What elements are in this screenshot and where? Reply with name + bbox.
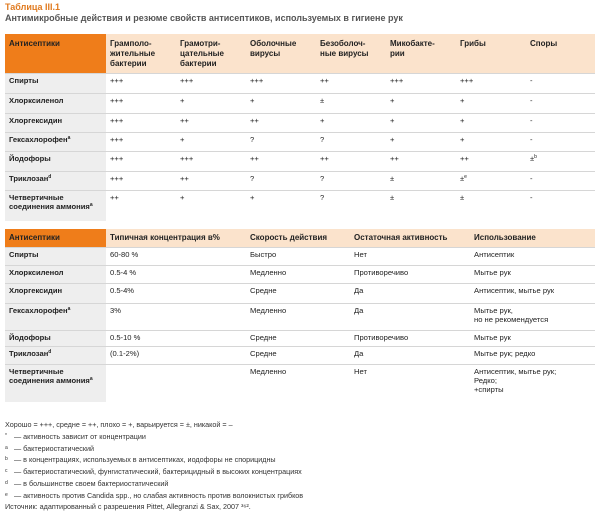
table2-header-row (5, 229, 595, 247)
activity-cell (316, 113, 386, 132)
activity-value: + (250, 95, 255, 105)
activity-value: +++ (250, 75, 264, 85)
footnote-marker: a (89, 201, 93, 208)
activity-cell (456, 73, 526, 93)
antiseptic-name: Хлорксиленол (5, 93, 106, 113)
property-cell: Медленно (246, 364, 350, 402)
activity-cell (526, 73, 595, 93)
property-cell: Антисептик (470, 247, 595, 265)
activity-cell (526, 171, 595, 190)
activity-value: ? (320, 192, 325, 202)
activity-value: + (180, 134, 185, 144)
footnote-text: — в большинстве своем бактериостатический (14, 478, 169, 488)
activity-cell (386, 73, 456, 93)
footnote-label: a (5, 444, 8, 451)
table2-row (5, 303, 595, 330)
footnote-marker: a (89, 375, 93, 382)
activity-value: +++ (110, 153, 124, 163)
activity-cell (386, 190, 456, 221)
activity-value: - (530, 192, 533, 202)
activity-cell (316, 171, 386, 190)
property-cell: Антисептик, мытье рук; Редко; +спирты (470, 364, 595, 402)
activity-cell (176, 132, 246, 151)
footnote-label: * (5, 432, 7, 439)
activity-value: ? (320, 173, 325, 183)
antiseptic-name: Йодофоры (5, 330, 106, 346)
table1-header-antiseptics: Антисептики (5, 34, 106, 73)
footnote-label: b (5, 456, 8, 463)
activity-value: - (530, 115, 533, 125)
activity-cell (106, 113, 176, 132)
activity-cell (176, 73, 246, 93)
footnote-line (5, 443, 303, 455)
table1-row (5, 132, 595, 151)
antiseptic-name: Спирты (5, 73, 106, 93)
activity-cell (246, 151, 316, 171)
activity-cell (526, 190, 595, 221)
activity-value: ± (460, 192, 465, 202)
activity-cell (176, 93, 246, 113)
activity-value: ? (320, 134, 325, 144)
activity-value: ± (320, 95, 325, 105)
table2-row (5, 364, 595, 402)
table1-row (5, 190, 595, 221)
activity-cell (526, 151, 595, 171)
property-cell: Медленно (246, 303, 350, 330)
activity-value: +++ (110, 75, 124, 85)
property-cell: 60-80 % (106, 247, 246, 265)
activity-cell (316, 73, 386, 93)
table1-row (5, 93, 595, 113)
activity-value: - (530, 75, 533, 85)
antiseptic-name: Четвертичные соединения аммония$^a$ (5, 364, 106, 402)
footnote-marker: a (67, 134, 71, 141)
property-cell: Антисептик, мытье рук (470, 283, 595, 303)
activity-cell (246, 190, 316, 221)
table1-header-cell: Безоболоч- ные вирусы (316, 34, 386, 73)
property-cell: 0.5-10 % (106, 330, 246, 346)
activity-cell (176, 171, 246, 190)
property-cell: Средне (246, 346, 350, 364)
table1-row (5, 171, 595, 190)
property-cell: Мытье рук; редко (470, 346, 595, 364)
activity-cell (456, 132, 526, 151)
property-cell: Противоречиво (350, 330, 470, 346)
activity-cell (316, 190, 386, 221)
property-cell: Нет (350, 247, 470, 265)
property-cell: Быстро (246, 247, 350, 265)
table1-header-cell: Споры (526, 34, 595, 73)
activity-cell (106, 73, 176, 93)
property-cell: Да (350, 283, 470, 303)
activity-cell (386, 151, 456, 171)
footnote-text: — активность зависит от концентрации (14, 431, 146, 441)
activity-value: +++ (110, 173, 124, 183)
property-cell: Нет (350, 364, 470, 402)
activity-value: ++ (250, 115, 259, 125)
activity-cell (526, 113, 595, 132)
activity-value: + (390, 95, 395, 105)
activity-cell (526, 93, 595, 113)
table2-header-cell: Типичная концентрация в% (106, 229, 246, 247)
property-cell: Медленно (246, 265, 350, 283)
table1-header-cell: Грибы (456, 34, 526, 73)
activity-value: ? (250, 173, 255, 183)
activity-value: ++ (250, 153, 259, 163)
activity-cell (106, 132, 176, 151)
property-cell: Мытье рук (470, 265, 595, 283)
activity-cell (246, 171, 316, 190)
activity-cell (106, 190, 176, 221)
footnote-marker: e (464, 173, 467, 180)
footnote-marker: d (48, 173, 52, 180)
activity-cell (456, 151, 526, 171)
activity-value: + (320, 115, 325, 125)
activity-value: ++ (180, 115, 189, 125)
activity-cell (456, 190, 526, 221)
footnote-marker: d (48, 348, 52, 355)
table1-row (5, 151, 595, 171)
activity-value: + (180, 192, 185, 202)
activity-cell (106, 171, 176, 190)
property-cell: Мытье рук (470, 330, 595, 346)
table2-row (5, 265, 595, 283)
footnote-text: — активность против Candida spp., но слабая активность против волокнистых грибков (14, 490, 304, 500)
table1-header-cell: Грамполо- жительные бактерии (106, 34, 176, 73)
activity-value: ++ (320, 75, 329, 85)
activity-cell (456, 93, 526, 113)
activity-cell (246, 113, 316, 132)
antiseptic-properties-table (5, 229, 595, 402)
activity-value: + (250, 192, 255, 202)
activity-cell (386, 113, 456, 132)
table1-header-cell: Грамотри- цательные бактерии (176, 34, 246, 73)
property-cell: Да (350, 346, 470, 364)
activity-cell (386, 93, 456, 113)
activity-cell (246, 93, 316, 113)
table2-header-cell: Остаточная активность (350, 229, 470, 247)
property-cell (106, 364, 246, 402)
footnote-text: Источник: адаптированный с разрешения Pittet, Allegranzi & Sax, 2007 ³⁶². (5, 501, 251, 511)
activity-value: +++ (110, 115, 124, 125)
activity-cell (176, 151, 246, 171)
antiseptic-name: Триклозан$^d$ (5, 346, 106, 364)
table-title: Таблица III.1 (5, 2, 61, 12)
footnote-text: Хорошо = +++, средне = ++, плохо = +, варьируется = ±, никакой = – (5, 420, 233, 429)
footnote-line (5, 478, 303, 490)
table-subtitle: Антимикробные действия и резюме свойств антисептиков, используемых в гигиене рук (5, 13, 403, 23)
table2-header-antiseptics: Антисептики (5, 229, 106, 247)
footnote-line (5, 466, 303, 478)
table1-row (5, 73, 595, 93)
activity-value: +++ (390, 75, 404, 85)
antiseptic-name: Хлоргексидин (5, 283, 106, 303)
footnote-line (5, 431, 303, 443)
activity-cell (246, 73, 316, 93)
table1-header-row (5, 34, 595, 73)
antiseptic-name: Хлорксиленол (5, 265, 106, 283)
activity-value: ++ (110, 192, 119, 202)
property-cell: Средне (246, 330, 350, 346)
table1-header-cell: Микобакте- рии (386, 34, 456, 73)
activity-value: ++ (320, 153, 329, 163)
table2-row (5, 346, 595, 364)
antiseptic-name: Йодофоры (5, 151, 106, 171)
activity-cell (176, 113, 246, 132)
activity-value: +++ (460, 75, 474, 85)
property-cell: 3% (106, 303, 246, 330)
table1-header-cell: Оболочные вирусы (246, 34, 316, 73)
antiseptic-name: Гексахлорофен$^a$ (5, 132, 106, 151)
activity-cell (386, 132, 456, 151)
activity-cell (316, 93, 386, 113)
footnote-line (5, 420, 303, 431)
footnote-line (5, 490, 303, 502)
activity-cell (386, 171, 456, 190)
antimicrobial-activity-table (5, 34, 595, 221)
table2-header-cell: Использование (470, 229, 595, 247)
property-cell: Мытье рук, но не рекомендуется (470, 303, 595, 330)
property-cell: 0.5-4% (106, 283, 246, 303)
activity-value: - (530, 173, 533, 183)
table2-row (5, 283, 595, 303)
activity-cell (106, 93, 176, 113)
activity-value: + (390, 115, 395, 125)
activity-value: +++ (180, 153, 194, 163)
footnote-marker: a (67, 305, 71, 312)
activity-value: + (390, 134, 395, 144)
activity-value: + (180, 95, 185, 105)
activity-value: ? (250, 134, 255, 144)
footnote-label: e (5, 491, 8, 498)
activity-cell (316, 151, 386, 171)
activity-value: + (460, 134, 465, 144)
activity-value: ± (530, 153, 535, 163)
activity-value: ± (390, 173, 395, 183)
antiseptic-name: Гексахлорофен$^a$ (5, 303, 106, 330)
activity-value: - (530, 134, 533, 144)
activity-cell (526, 132, 595, 151)
footnote-label: c (5, 468, 8, 475)
property-cell: Средне (246, 283, 350, 303)
footnote-line (5, 454, 303, 466)
activity-cell (176, 190, 246, 221)
antiseptic-name: Спирты (5, 247, 106, 265)
activity-cell (316, 132, 386, 151)
activity-value: ± (460, 173, 465, 183)
footnote-text: — бактериостатический, фунгистатический, бактерицидный в высоких концентрациях (14, 467, 302, 477)
footnote-line (5, 502, 303, 513)
activity-value: ++ (180, 173, 189, 183)
activity-cell (246, 132, 316, 151)
activity-value: ++ (390, 153, 399, 163)
activity-cell (456, 171, 526, 190)
footnotes (5, 420, 303, 512)
activity-value: ± (390, 192, 395, 202)
activity-value: - (530, 95, 533, 105)
antiseptic-name: Четвертичные соединения аммония$^a$ (5, 190, 106, 221)
activity-cell (456, 113, 526, 132)
activity-value: +++ (110, 95, 124, 105)
activity-value: ++ (460, 153, 469, 163)
property-cell: 0.5-4 % (106, 265, 246, 283)
property-cell: Да (350, 303, 470, 330)
table1-row (5, 113, 595, 132)
activity-value: + (460, 115, 465, 125)
activity-cell (106, 151, 176, 171)
property-cell: Противоречиво (350, 265, 470, 283)
property-cell: (0.1-2%) (106, 346, 246, 364)
antiseptic-name: Хлоргексидин (5, 113, 106, 132)
footnote-label: d (5, 479, 8, 486)
footnote-marker: b (534, 153, 537, 160)
activity-value: + (460, 95, 465, 105)
table2-row (5, 247, 595, 265)
footnote-text: — бактериостатический (14, 443, 95, 453)
activity-value: +++ (180, 75, 194, 85)
table2-row (5, 330, 595, 346)
footnote-text: — в концентрациях, используемых в антисептиках, иодофоры не спорицидны (14, 455, 276, 465)
table2-header-cell: Скорость действия (246, 229, 350, 247)
activity-value: +++ (110, 134, 124, 144)
antiseptic-name: Триклозан$^d$ (5, 171, 106, 190)
